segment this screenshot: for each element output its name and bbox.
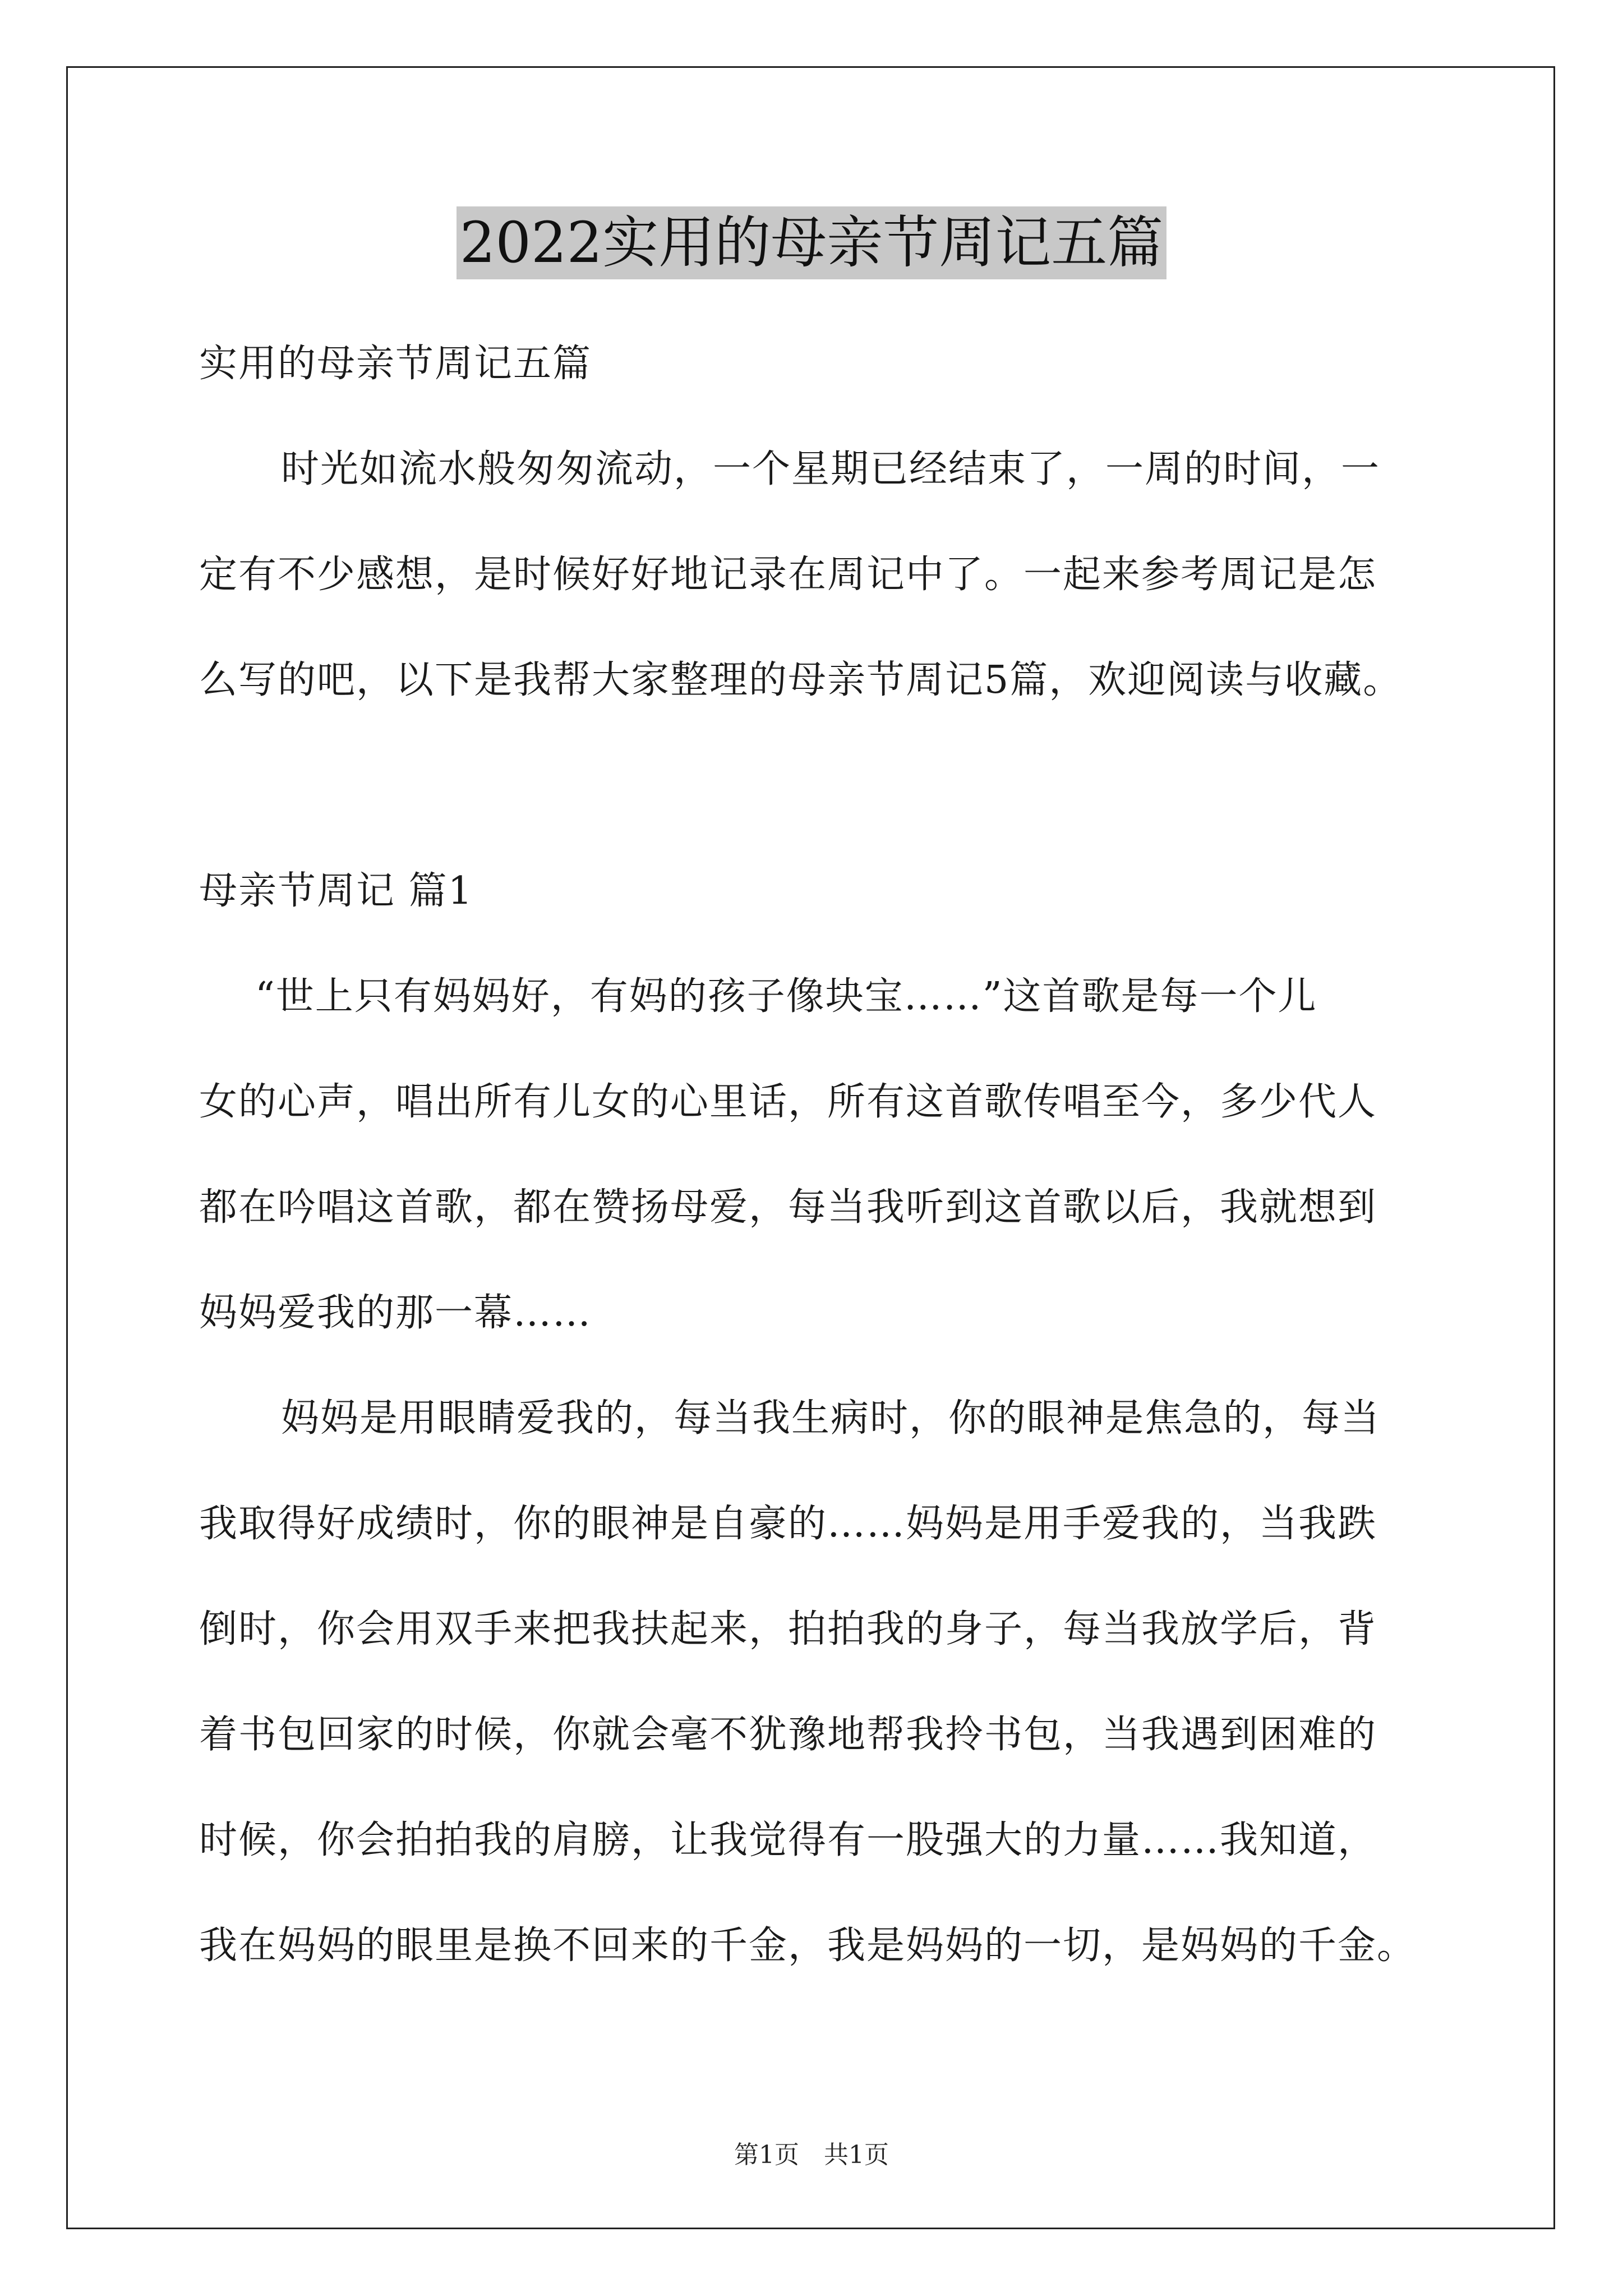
section-heading: 母亲节周记 篇1	[199, 869, 473, 913]
paragraph1-line: 女的心声，唱出所有儿女的心里话，所有这首歌传唱至今，多少代人	[199, 1080, 1377, 1124]
intro-line: 定有不少感想，是时候好好地记录在周记中了。一起来参考周记是怎	[199, 553, 1377, 597]
document-body	[199, 311, 1433, 1999]
page-number: 第1页	[734, 2141, 799, 2169]
subtitle: 实用的母亲节周记五篇	[199, 342, 592, 386]
paragraph2-line: 我取得好成绩时，你的眼神是自豪的……妈妈是用手爱我的，当我跌	[199, 1502, 1377, 1546]
page-total: 共1页	[824, 2141, 889, 2169]
paragraph2-line: 妈妈是用眼睛爱我的，每当我生病时，你的眼神是焦急的，每当	[281, 1396, 1381, 1441]
paragraph1-line: 都在吟唱这首歌，都在赞扬母爱，每当我听到这首歌以后，我就想到	[199, 1185, 1377, 1230]
paragraph1-line: “世上只有妈妈好，有妈的孩子像块宝……”这首歌是每一个儿	[255, 974, 1317, 1019]
paragraph2-line: 时候，你会拍拍我的肩膀，让我觉得有一股强大的力量……我知道，	[199, 1818, 1377, 1862]
paragraph2-line: 着书包回家的时候，你就会毫不犹豫地帮我拎书包，当我遇到困难的	[199, 1713, 1377, 1757]
paragraph1-line: 妈妈爱我的那一幕……	[199, 1291, 592, 1335]
paragraph2-line: 我在妈妈的眼里是换不回来的千金，我是妈妈的一切，是妈妈的千金。	[199, 1924, 1417, 1968]
title-container	[0, 206, 1623, 279]
intro-line: 么写的吧，以下是我帮大家整理的母亲节周记5篇，欢迎阅读与收藏。	[199, 658, 1403, 702]
paragraph2-line: 倒时，你会用双手来把我扶起来，拍拍我的身子，每当我放学后，背	[199, 1607, 1377, 1651]
blank-line	[199, 733, 1433, 839]
document-title: 2022实用的母亲节周记五篇	[457, 206, 1167, 279]
page-footer	[0, 2138, 1623, 2172]
intro-line: 时光如流水般匆匆流动，一个星期已经结束了，一周的时间，一	[281, 447, 1381, 491]
